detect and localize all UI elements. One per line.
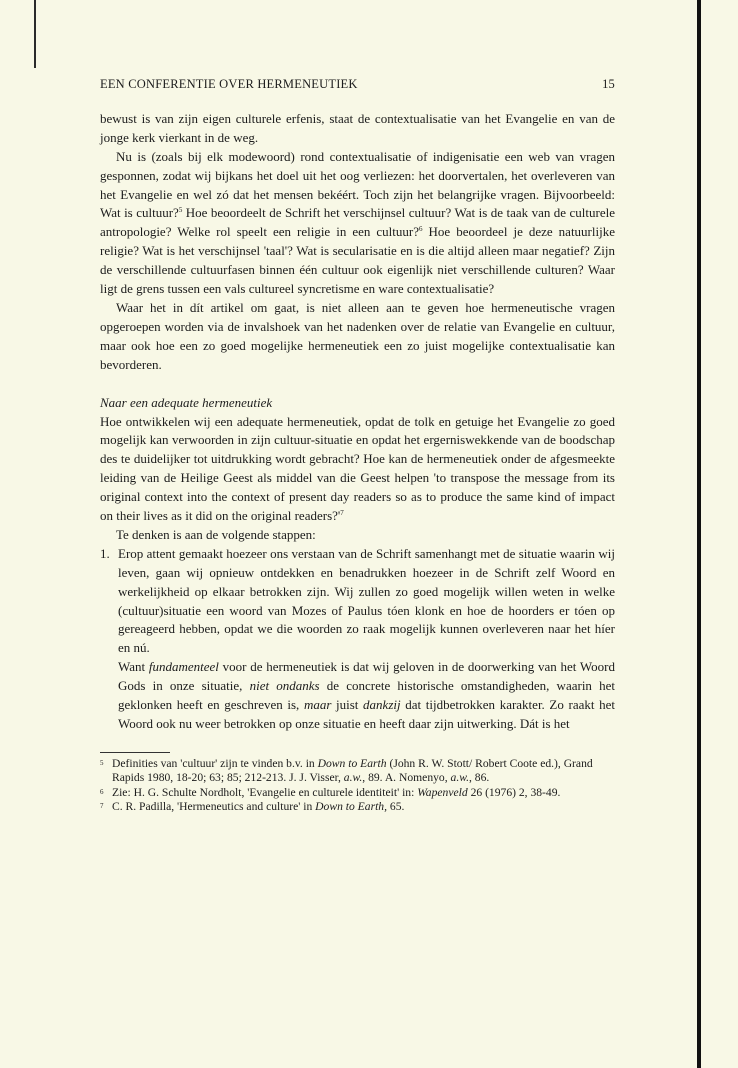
emphasis: niet ondanks	[249, 678, 320, 694]
text-run: , 89. A. Nomenyo,	[362, 771, 451, 785]
footnote-number: 7	[100, 802, 104, 811]
footnote-5	[100, 757, 615, 786]
footnote-text	[112, 786, 615, 800]
list-item-paragraph-2	[118, 658, 615, 734]
page-number: 15	[602, 77, 615, 91]
steps-list	[100, 545, 615, 734]
text-run: voor de hermeneutiek is dat wij geloven in de doorwerking van het Woord Gods in onze situatie,	[118, 659, 615, 694]
footnote-ref-6: 6	[419, 225, 423, 234]
scan-edge-left	[34, 0, 36, 68]
text-run: de concrete historische omstandigheden, waarin het geklonken heeft en geschreven is,	[118, 678, 615, 713]
list-item	[100, 545, 615, 734]
text-run: Zie: H. G. Schulte Nordholt, 'Evangelie en culturele identiteit' in:	[112, 785, 418, 799]
footnote-6	[100, 786, 615, 800]
footnote-7	[100, 800, 615, 814]
section-heading: Naar een adequate hermeneutiek	[100, 394, 273, 410]
text-run: (John R. W. Stott/ Robert Coote ed.), Grand Rapids 1980, 18-20; 63; 85; 212-213. J. J. Visser,	[112, 756, 593, 785]
emphasis: dankzij	[363, 697, 401, 713]
text-run: C. R. Padilla, 'Hermeneutics and culture' in	[112, 800, 316, 814]
scan-edge-right	[697, 0, 701, 1068]
footnote-number: 5	[100, 758, 104, 767]
footnote-ref-7: 7	[340, 509, 344, 518]
emphasis: fundamenteel	[148, 659, 219, 675]
page-content	[100, 75, 615, 815]
footnote-number: 6	[100, 787, 104, 796]
text-run: dat tijdbetrokken karakter. Zo raakt het Woord ook nu weer betrokken op onze situatie en heeft daar zijn uitwerking. Dát is het	[118, 697, 615, 731]
footnote-rule	[100, 752, 170, 753]
emphasis: Down to Earth,	[315, 800, 387, 814]
paragraph-4	[100, 413, 615, 526]
text-run: 26 (1976) 2, 38-49.	[467, 785, 561, 799]
footnotes	[100, 757, 615, 815]
text-run: , 86.	[468, 771, 490, 785]
paragraph-3: Waar het in dít artikel om gaat, is niet alleen aan te geven hoe hermeneutische vragen opgeroepen worden via de invalshoek van het nadenken over de relatie van Evangelie en cultuur, maar ook hoe een zo goed mogelijke hermeneutiek een zo juist mogelijke contextualisatie kan bevorderen.	[100, 299, 615, 372]
paragraph-1: bewust is van zijn eigen culturele erfenis, staat de contextualisatie van het Evangelie en van de jonge kerk vierkant in de weg.	[100, 110, 615, 145]
emphasis: a.w.	[450, 771, 469, 785]
text-run: 65.	[387, 800, 405, 814]
paragraph-2-text-c: Hoe beoordeel je deze natuurlijke religie? Wat is het verschijnsel 'taal'? Wat is secularisatie en is die altijd alleen maar negatief? Zijn de verschillende cultuurfasen binnen één cultuur ook eigenlijk niet verschillende culturen? Waar ligt de grens tussen een vals cultureel syncretisme en ware contextualisatie?	[100, 224, 615, 297]
emphasis: Wapenveld	[417, 785, 468, 799]
running-title: EEN CONFERENTIE OVER HERMENEUTIEK	[100, 77, 358, 91]
list-item-paragraph-1: Erop attent gemaakt hoezeer ons verstaan van de Schrift samenhangt met de situatie waarin wij leven, gaan wij opnieuw ontdekken en benadrukken hoezeer in de Schrift zelf Woord en werkelijkheid op elkaar betrokken zijn. Wij zullen zo goed mogelijk willen weten in welke (cultuur)situatie een woord van Mozes of Paulus tóen klonk en hoe de hoorders er tóen op gereageerd hebben, opdat we die woorden zo raak mogelijk kunnen overleveren naar het híer en nú.	[118, 545, 615, 656]
paragraph-5: Te denken is aan de volgende stappen:	[116, 526, 316, 542]
paragraph-2-text-b: Hoe beoordeelt de Schrift het verschijnsel cultuur? Wat is de taak van de culturele antropologie? Welke rol speelt een religie in een cultuur?	[100, 205, 616, 240]
emphasis: maar	[303, 697, 332, 713]
footnote-text	[112, 757, 615, 786]
footnote-text	[112, 800, 615, 814]
paragraph-2-text-a: Nu is (zoals bij elk modewoord) rond contextualisatie of indigenisatie een web van vragen gesponnen, zodat wij bijkans het doel uit het oog verliezen: het doorvertalen, het overleveren van het Evangelie en wel zó dat het mensen bekéért. Toch zijn het belangrijke vragen. Bijvoorbeeld: Wat is cultuur?	[100, 148, 615, 221]
list-item-number: 1.	[100, 545, 110, 561]
emphasis: Down to Earth	[317, 756, 387, 770]
text-run: juist	[331, 697, 364, 713]
paragraph-4-text: Hoe ontwikkelen wij een adequate hermeneutiek, opdat de tolk en getuige het Evangelie zo goed mogelijk kan verwoorden in zijn cultuur-situatie en opdat het ergerniswekkende van de boodschap des te duidelijker tot uitdrukking wordt gebracht? Hoe kan de hermeneutiek onder de afgesmeekte leiding van de Heilige Geest als middel van die Geest helpen 'to transpose the message from its original context into the context of present day readers so as to produce the same kind of impact on their lives as it did on the original readers?'	[100, 413, 615, 524]
text-run: Definities van 'cultuur' zijn te vinden b.v. in	[112, 756, 318, 770]
paragraph-2	[100, 148, 615, 299]
emphasis: a.w.	[343, 771, 363, 785]
running-header	[100, 75, 615, 94]
footnote-ref-5: 5	[178, 206, 183, 215]
text-run: Want	[118, 659, 149, 675]
list-item-body	[118, 545, 615, 734]
